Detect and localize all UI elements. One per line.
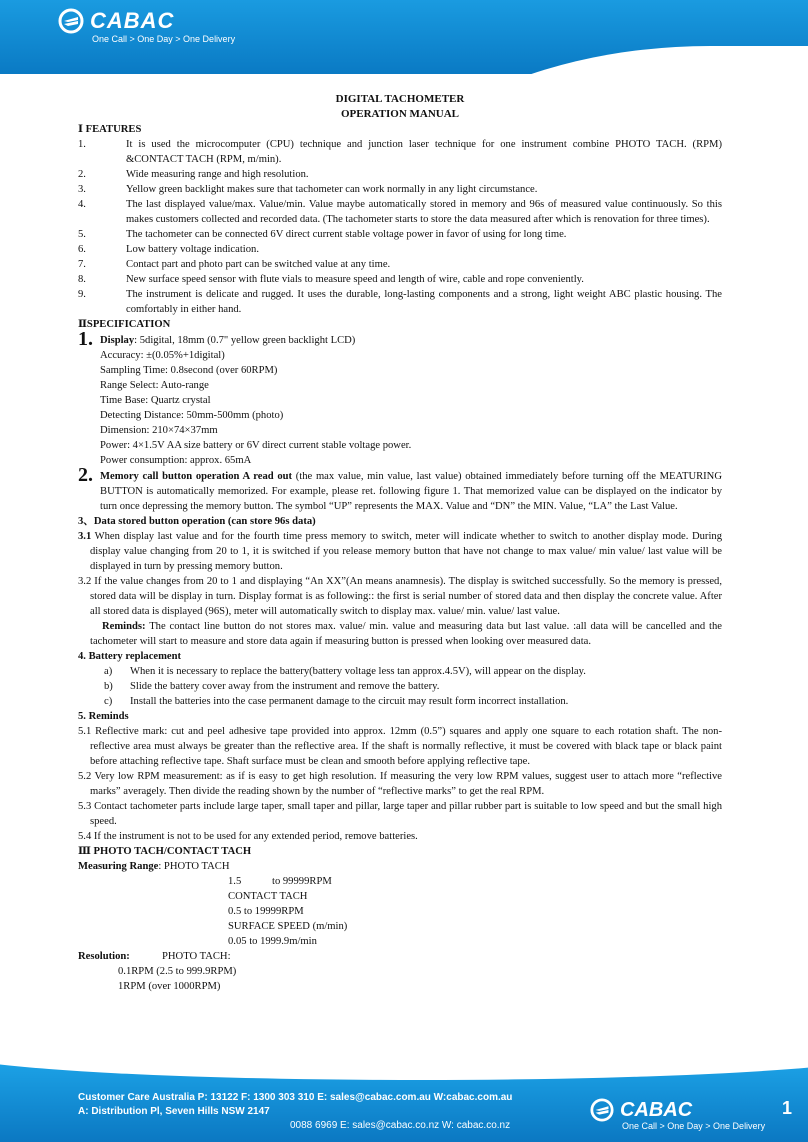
footer-contact-au: Customer Care Australia P: 13122 F: 1300 303 310 E: sales@cabac.com.au W:cabac.com.au [78,1092,513,1103]
list-item [78,287,722,317]
memory-text: (the max value, min value, last value) obtained immediately before turning off the MEATURING BUTTON is automatically memorized. For example, please ret. following figure 1. That memorized value can be displayed on the indicator by turn once depressing the memory button. The symbol “UP” represents the MAX. Value and “DN” the MIN. Value, “LA” the Last Value. [100,471,722,512]
doc-title-1: DIGITAL TACHOMETER [335,93,465,105]
display-text: : 5digital, 18mm (0.7" yellow green backlight LCD) [134,335,356,346]
memory-label: Memory call button operation A read out [100,471,293,482]
reminds-item: 5.3 Contact tachometer parts include large taper, small taper and pillar, large taper and pillar rubber part is suitable to low speed and but the small high speed. [78,801,722,827]
range-line: CONTACT TACH [228,891,308,902]
reminds-paragraph [78,619,722,649]
spec-line: Accuracy: ±(0.05%+1digital) [100,350,225,361]
document-body [78,92,722,994]
footer-contact-nz: 0088 6969 E: sales@cabac.co.nz W: cabac.co.nz [290,1120,511,1131]
item-letter: a) [104,666,113,677]
resolution-label: Resolution: [78,951,130,962]
item-number: 6. [78,244,86,255]
brand-name: CABAC [90,8,175,33]
list-item [78,227,722,242]
spec-line: Range Select: Auto-range [100,380,209,391]
doc-title-2: OPERATION MANUAL [340,108,460,120]
resolution-line: 1RPM (over 1000RPM) [118,981,221,992]
item-text: The tachometer can be connected 6V direct current stable voltage power in favor of using for long time. [126,229,567,240]
spec-line: Dimension: 210×74×37mm [100,425,218,436]
data-stored-heading: 3、Data stored button operation (can store 96s data) [78,516,316,527]
cabac-logo-icon [590,1098,614,1122]
spec-line: Power consumption: approx. 65mA [100,455,252,466]
item-text: The instrument is delicate and rugged. It uses the durable, long-lasting components and a strong, light weight ABC plastic housing. The comfortably in either hand. [126,289,722,315]
spec-number-1: 1. [78,328,93,350]
spec-line: Time Base: Quartz crystal [100,395,211,406]
cabac-logo-icon [58,8,84,34]
memory-paragraph [78,464,722,514]
display-label: Display [100,335,135,346]
item-number: 1. [78,139,86,150]
page-number: 1 [782,1098,793,1118]
measuring-range-label: Measuring Range [78,861,159,872]
item-number: 9. [78,289,86,300]
range-line: 0.5 to 19999RPM [228,906,304,917]
list-item [78,679,722,694]
spec-display-line [78,328,722,350]
para-text: When display last value and for the fourth time press memory to switch, meter will indicate whether to switch to another display mode. During display value changing from 20 to 1, it is switched if you release memory button that have not change to max value/ min value/ last value will be displayed in turn by pressing memory button. [90,531,722,572]
item-number: 5. [78,229,86,240]
spec-line: Power: 4×1.5V AA size battery or 6V direct current stable voltage power. [100,440,412,451]
reminds-text: The contact line button do not stores max. value/ min. value and measuring data but last value. :all data will be cancelled and the tachometer will start to measure and store data again if measuring button is pressed when looking over measured data. [90,621,722,647]
list-item [78,197,722,227]
measuring-range-first: : PHOTO TACH [158,861,230,872]
list-item [78,242,722,257]
reminds-item: 5.4 If the instrument is not to be used for any extended period, remove batteries. [78,831,418,842]
item-text: It is used the microcomputer (CPU) technique and junction laser technique for one instrument combine PHOTO TACH. (RPM) &CONTACT TACH (RPM, m/min). [126,139,722,165]
item-letter: c) [104,696,113,707]
item-text: Wide measuring range and high resolution. [126,169,309,180]
list-item [78,167,722,182]
item-text: The last displayed value/max. Value/min. Value maybe automatically stored in memory and 96s of measured value continuously. So this makes customers collected and recorded data. (The tachometer starts to store the data measured after which is renovation for three times). [126,199,722,225]
measuring-range-line [78,859,230,874]
item-text: Yellow green backlight makes sure that tachometer can work normally in any light circumstance. [126,184,538,195]
item-text: Install the batteries into the case permanent damage to the circuit may result form incorrect installation. [130,696,569,707]
spec-heading: ⅡSPECIFICATION [78,319,171,330]
item-number: 8. [78,274,86,285]
item-text: When it is necessary to replace the battery(battery voltage less tan approx.4.5V), will appear on the display. [130,666,586,677]
spec-line: Detecting Distance: 50mm-500mm (photo) [100,410,284,421]
footer-brand-name: CABAC [620,1098,693,1121]
footer-wave [0,1062,808,1080]
brand-logo [58,8,174,34]
list-item [78,664,722,679]
para-3-2: 3.2 If the value changes from 20 to 1 and displaying “An XX”(An means anamnesis). The display is switched successfully. So the memory is pressed, stored data will be display in turn. Display format is as following:: the first is serial number of stored data and then display the concrete value. After all stored data is displayed (96S), meter will automatically switch to display max. value/ min. value/ last value. [78,576,722,617]
reminds-item: 5.2 Very low RPM measurement: as if is easy to get high resolution. If measuring the very low RPM values, suggest user to attach more “reflective marks” averagely. Then divide the reading shown by the number of “reflective marks” to get the real RPM. [78,771,722,797]
range-line: SURFACE SPEED (m/min) [228,921,348,932]
item-letter: b) [104,681,113,692]
resolution-line: 0.1RPM (2.5 to 999.9RPM) [118,966,237,977]
list-item [78,182,722,197]
battery-heading: 4. Battery replacement [78,651,182,662]
item-number: 2. [78,169,86,180]
item-text: New surface speed sensor with flute vials to measure speed and length of wire, cable and rope conveniently. [126,274,584,285]
list-item [78,137,722,167]
range-line: 0.05 to 1999.9m/min [228,936,317,947]
footer-address: A: Distribution Pl, Seven Hills NSW 2147 [78,1106,270,1117]
reminds-item: 5.1 Reflective mark: cut and peel adhesive tape provided into approx. 12mm (0.5”) squares and apply one square to each rotation shaft. The non-reflective area must always be greater than the reflective area. If the shaft is normally reflective, it must be covered with black tape or black paint before attaching reflective tape. Shaft surface must be clean and smooth before applying reflective tape. [78,726,722,767]
item-text: Slide the battery cover away from the instrument and remove the battery. [130,681,440,692]
footer-tagline: One Call > One Day > One Delivery [622,1121,766,1131]
para-3-1 [78,529,722,574]
item-number: 4. [78,199,86,210]
item-number: 7. [78,259,86,270]
list-item [78,272,722,287]
list-item [78,694,722,709]
header-curve [360,46,808,74]
reminds-label: Reminds: [102,621,146,632]
reminds-heading: 5. Reminds [78,711,129,722]
range-value: 1.5 [228,876,242,887]
footer-logo [590,1098,692,1122]
range-value: to 99999RPM [272,876,332,887]
resolution-first: PHOTO TACH: [162,951,231,962]
spec-block [78,328,722,514]
features-list [78,137,722,317]
item-number: 3. [78,184,86,195]
measuring-range-block [78,859,722,979]
para-number: 3.1 [78,531,92,542]
item-text: Contact part and photo part can be switched value at any time. [126,259,391,270]
brand-tagline: One Call > One Day > One Delivery [92,34,236,44]
spec-number-2: 2. [78,464,93,486]
features-heading: Ⅰ FEATURES [78,124,142,135]
list-item [78,257,722,272]
photo-tach-heading: Ⅲ PHOTO TACH/CONTACT TACH [78,846,252,857]
spec-line: Sampling Time: 0.8second (over 60RPM) [100,365,278,376]
item-text: Low battery voltage indication. [126,244,259,255]
